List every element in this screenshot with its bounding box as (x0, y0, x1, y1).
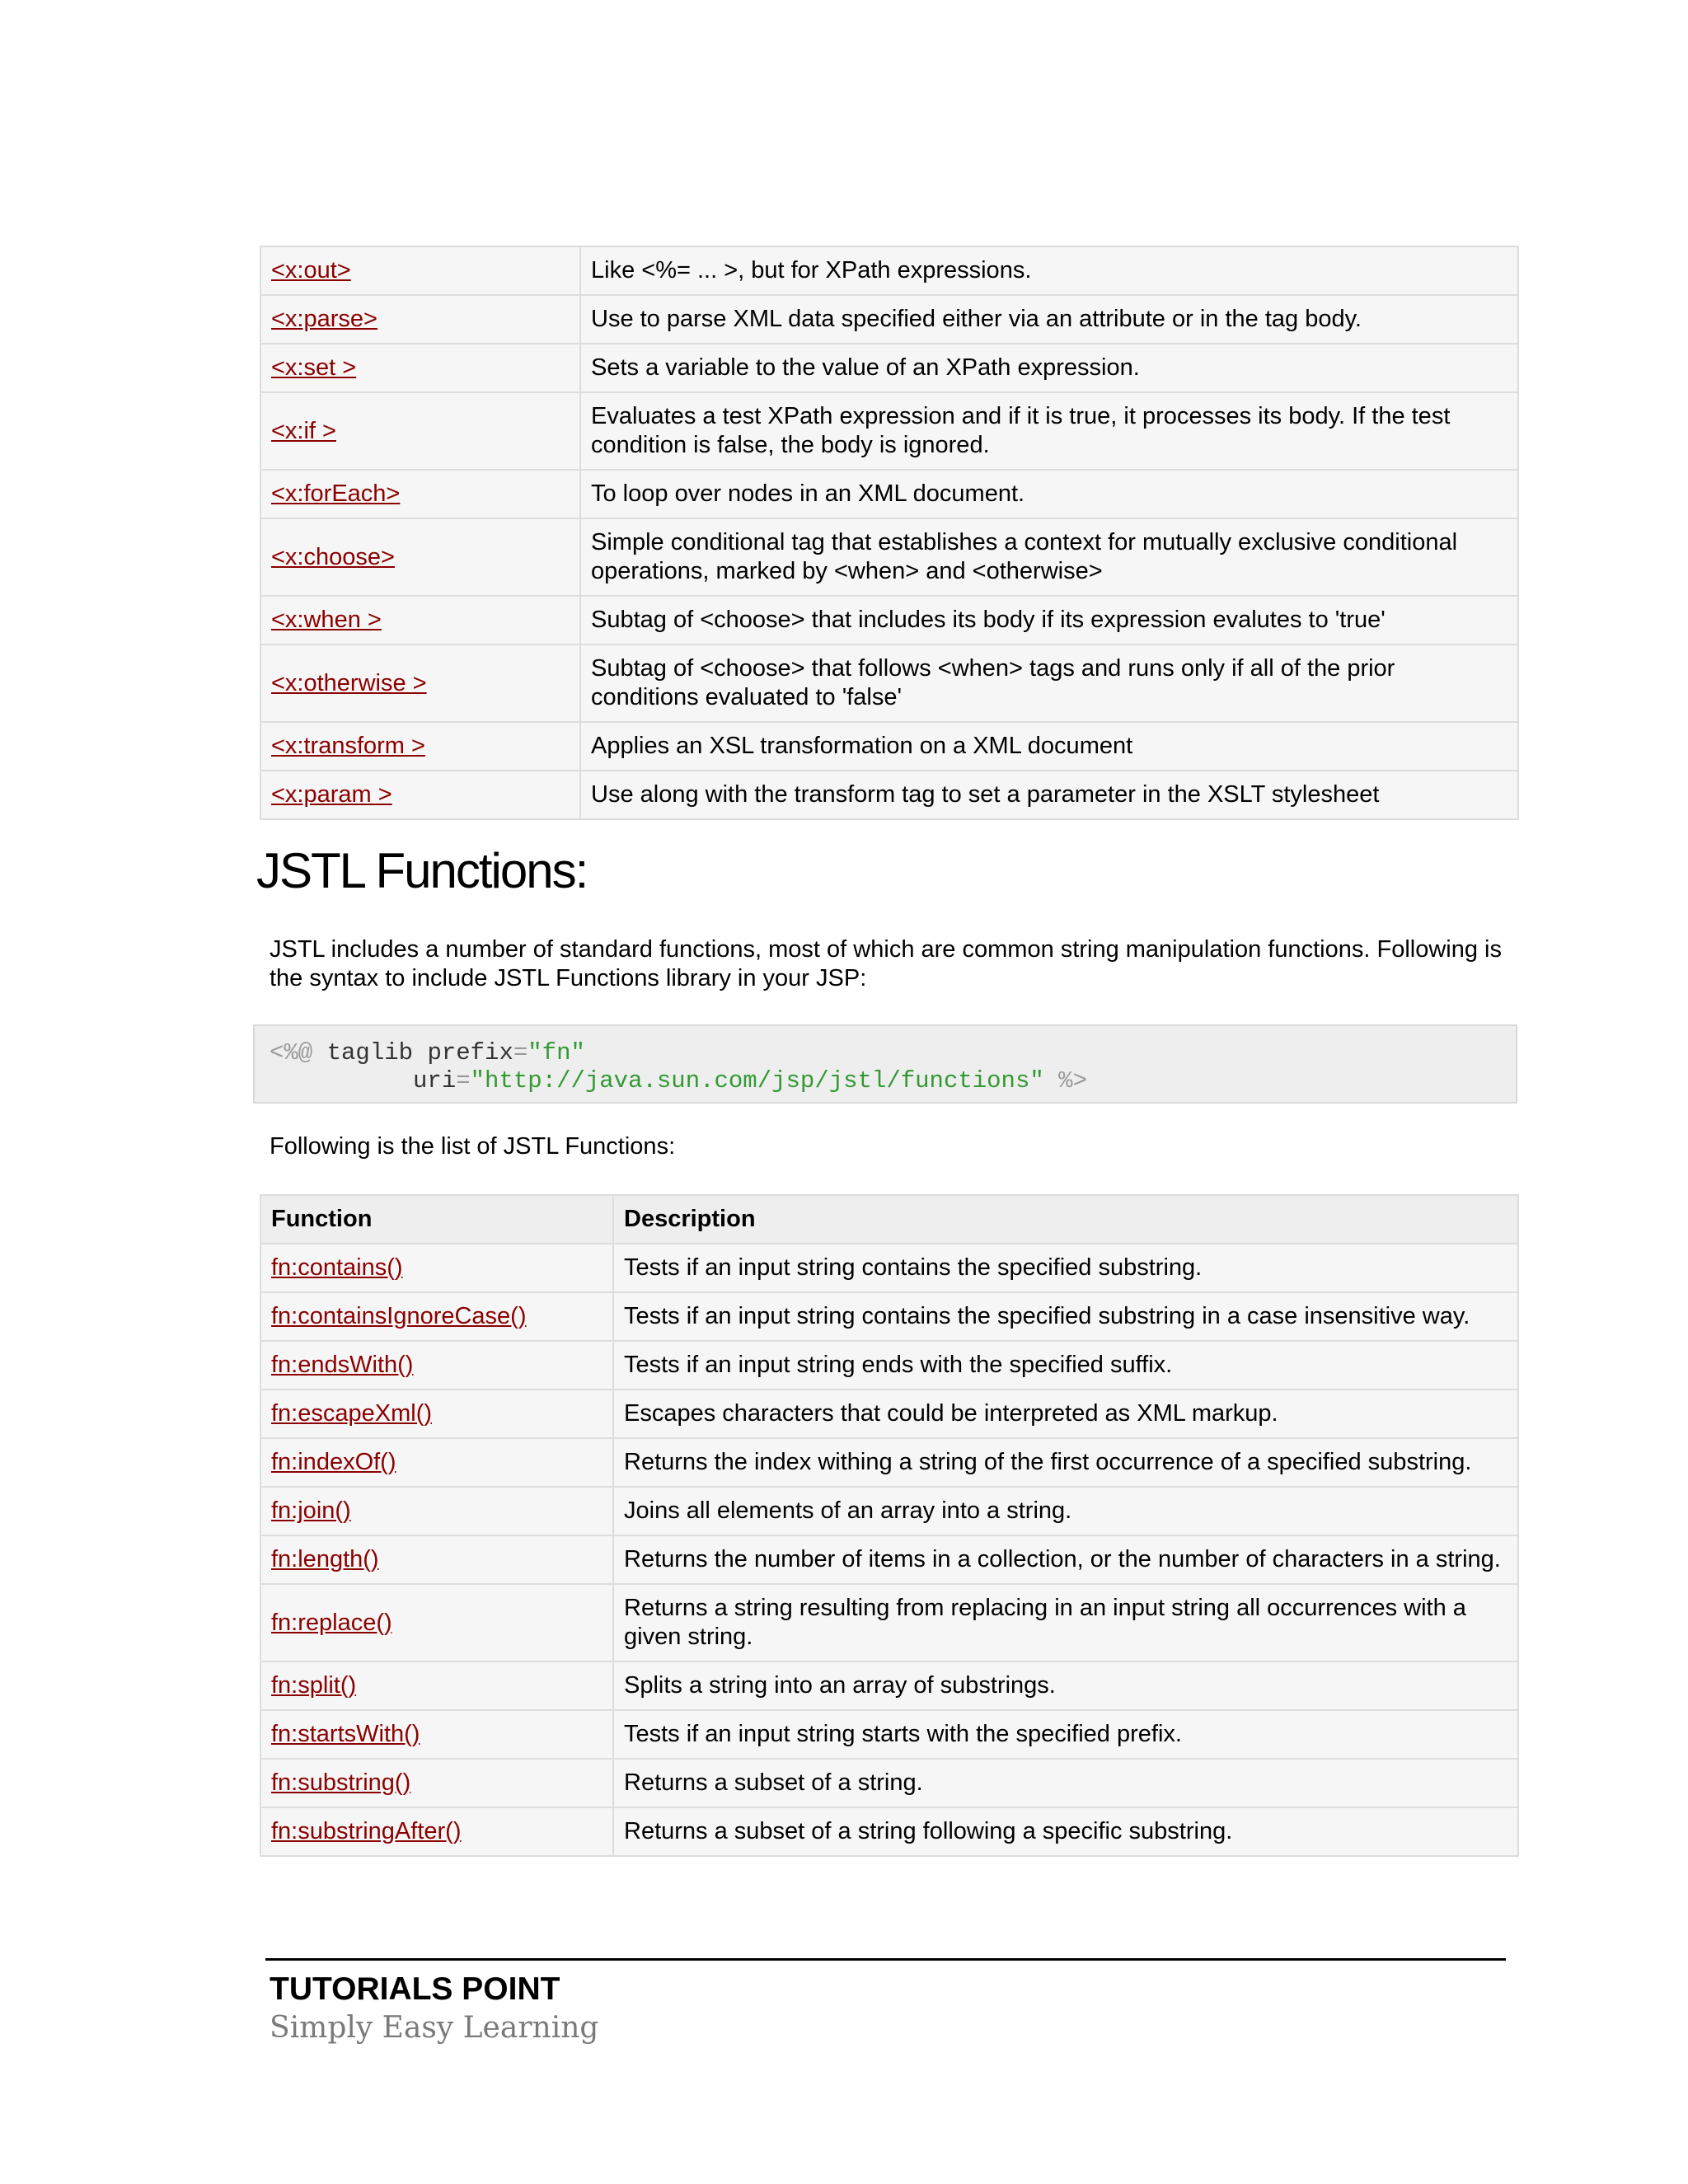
tag-cell (260, 644, 580, 722)
description-cell: Sets a variable to the value of an XPath expression. (580, 344, 1518, 392)
function-cell (260, 1487, 613, 1535)
description-cell: To loop over nodes in an XML document. (580, 470, 1518, 518)
description-cell: Tests if an input string ends with the specified suffix. (613, 1341, 1518, 1390)
description-cell: Subtag of <choose> that follows <when> tags and runs only if all of the prior conditions evaluated to 'false' (580, 644, 1518, 722)
function-cell (260, 1710, 613, 1759)
function-cell (260, 1807, 613, 1856)
column-header-description: Description (613, 1195, 1518, 1244)
table-row (260, 1292, 1518, 1341)
tag-cell (260, 295, 580, 344)
function-link[interactable]: fn:substringAfter() (271, 1818, 462, 1844)
column-header-function: Function (260, 1195, 613, 1244)
code-directive: taglib prefix (312, 1039, 513, 1066)
description-cell: Joins all elements of an array into a string. (613, 1487, 1518, 1535)
tag-cell (260, 722, 580, 771)
description-cell: Splits a string into an array of substrings. (613, 1661, 1518, 1710)
table-row (260, 392, 1518, 470)
tag-link[interactable]: <x:set > (271, 354, 357, 381)
code-equals: = (456, 1067, 471, 1094)
table-row (260, 1759, 1518, 1807)
description-cell: Applies an XSL transformation on a XML document (580, 722, 1518, 771)
function-link[interactable]: fn:startsWith() (271, 1721, 420, 1747)
function-link[interactable]: fn:escapeXml() (271, 1400, 433, 1427)
tag-link[interactable]: <x:otherwise > (271, 669, 427, 696)
tag-cell (260, 246, 580, 295)
code-close-token: %> (1043, 1067, 1087, 1094)
table-row (260, 1661, 1518, 1710)
tag-link[interactable]: <x:when > (271, 607, 382, 633)
code-uri-attr: uri (270, 1067, 457, 1094)
table-row (260, 1244, 1518, 1292)
tag-link[interactable]: <x:forEach> (271, 480, 401, 507)
description-cell: Like <%= ... >, but for XPath expressions. (580, 246, 1518, 295)
description-cell: Evaluates a test XPath expression and if it is true, it processes its body. If the test condition is false, the body is ignored. (580, 392, 1518, 470)
description-cell: Returns a subset of a string. (613, 1759, 1518, 1807)
footer-brand: TUTORIALS POINT (270, 1971, 560, 2007)
description-cell: Subtag of <choose> that includes its body if its expression evalutes to 'true' (580, 596, 1518, 644)
tag-cell (260, 392, 580, 470)
function-link[interactable]: fn:contains() (271, 1254, 403, 1281)
description-cell: Tests if an input string starts with the specified prefix. (613, 1710, 1518, 1759)
table-row (260, 1341, 1518, 1390)
functions-table (260, 1194, 1519, 1857)
function-cell (260, 1292, 613, 1341)
function-cell (260, 1759, 613, 1807)
function-cell (260, 1661, 613, 1710)
description-cell: Use to parse XML data specified either via an attribute or in the tag body. (580, 295, 1518, 344)
tag-link[interactable]: <x:transform > (271, 733, 425, 759)
description-cell: Returns the number of items in a collection, or the number of characters in a string. (613, 1535, 1518, 1584)
tag-cell (260, 596, 580, 644)
function-link[interactable]: fn:substring() (271, 1769, 411, 1796)
list-intro: Following is the list of JSTL Functions: (270, 1133, 676, 1160)
tag-link[interactable]: <x:out> (271, 257, 351, 284)
function-cell (260, 1438, 613, 1487)
description-cell: Returns a subset of a string following a specific substring. (613, 1807, 1518, 1856)
footer-tagline: Simply Easy Learning (270, 2011, 599, 2045)
code-uri-value: "http://java.sun.com/jsp/jstl/functions" (470, 1067, 1044, 1094)
function-link[interactable]: fn:endsWith() (271, 1352, 414, 1378)
tag-link[interactable]: <x:choose> (271, 543, 395, 570)
tag-link[interactable]: <x:if > (271, 417, 336, 444)
table-row (260, 1584, 1518, 1661)
footer-divider (265, 1958, 1506, 1961)
table-row (260, 596, 1518, 644)
description-cell: Tests if an input string contains the specified substring. (613, 1244, 1518, 1292)
tag-cell (260, 344, 580, 392)
tag-link[interactable]: <x:param > (271, 781, 392, 808)
table-row (260, 722, 1518, 771)
table-row (260, 518, 1518, 596)
function-cell (260, 1390, 613, 1438)
table-row (260, 1487, 1518, 1535)
table-header-row (260, 1195, 1518, 1244)
table-row (260, 1807, 1518, 1856)
function-cell (260, 1244, 613, 1292)
xml-tags-table (260, 246, 1519, 820)
function-cell (260, 1584, 613, 1661)
function-link[interactable]: fn:join() (271, 1497, 351, 1524)
table-row (260, 1390, 1518, 1438)
description-cell: Returns the index withing a string of the first occurrence of a specified substring. (613, 1438, 1518, 1487)
tag-cell (260, 518, 580, 596)
table-row (260, 246, 1518, 295)
intro-paragraph: JSTL includes a number of standard functions, most of which are common string manipulation functions. Following is the syntax to include JSTL Functions library in your JSP: (270, 936, 1502, 991)
tag-link[interactable]: <x:parse> (271, 306, 377, 332)
function-link[interactable]: fn:containsIgnoreCase() (271, 1303, 527, 1329)
table-row (260, 470, 1518, 518)
function-cell (260, 1341, 613, 1390)
function-link[interactable]: fn:length() (271, 1546, 379, 1572)
table-row (260, 295, 1518, 344)
table-row (260, 1535, 1518, 1584)
description-cell: Returns a string resulting from replacing in an input string all occurrences with a given string. (613, 1584, 1518, 1661)
function-link[interactable]: fn:split() (271, 1672, 357, 1699)
function-link[interactable]: fn:indexOf() (271, 1449, 396, 1475)
table-row (260, 1438, 1518, 1487)
description-cell: Escapes characters that could be interpreted as XML markup. (613, 1390, 1518, 1438)
description-cell: Simple conditional tag that establishes a context for mutually exclusive conditional operations, marked by <when> and <otherwise> (580, 518, 1518, 596)
table-row (260, 771, 1518, 819)
function-link[interactable]: fn:replace() (271, 1609, 392, 1636)
code-equals: = (513, 1039, 528, 1066)
code-open-token: <%@ (270, 1039, 313, 1066)
tag-cell (260, 771, 580, 819)
table-row (260, 344, 1518, 392)
table-row (260, 644, 1518, 722)
description-cell: Use along with the transform tag to set a parameter in the XSLT stylesheet (580, 771, 1518, 819)
code-block (253, 1024, 1517, 1104)
section-heading: JSTL Functions: (256, 843, 588, 898)
code-prefix-value: "fn" (528, 1039, 585, 1066)
function-cell (260, 1535, 613, 1584)
description-cell: Tests if an input string contains the specified substring in a case insensitive way. (613, 1292, 1518, 1341)
table-row (260, 1710, 1518, 1759)
tag-cell (260, 470, 580, 518)
